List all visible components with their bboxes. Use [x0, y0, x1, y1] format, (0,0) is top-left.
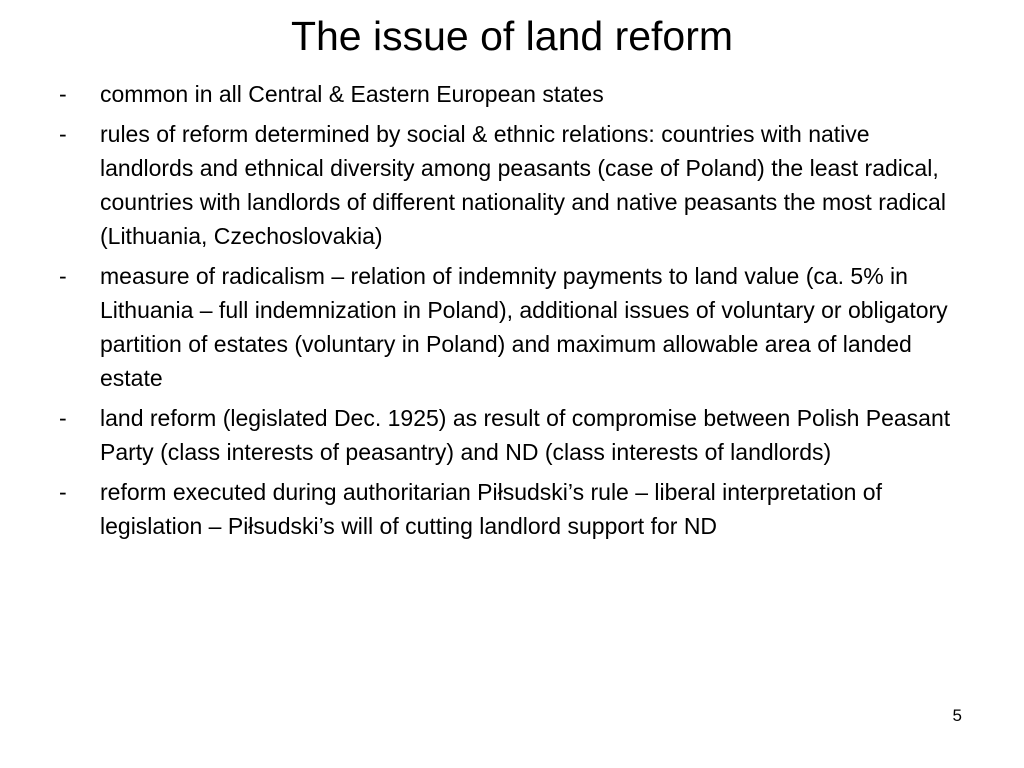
- slide-title: The issue of land reform: [290, 13, 734, 59]
- bullet-text: land reform (legislated Dec. 1925) as result of compromise between Polish Peasant Party (class interests of peasantry) and ND (class interests of landlords): [100, 405, 951, 465]
- bullet-marker: -: [59, 405, 67, 431]
- bullet-marker: -: [59, 263, 67, 289]
- bullet-item: [59, 475, 969, 543]
- bullet-list: [59, 77, 969, 549]
- bullet-item: [59, 259, 969, 395]
- bullet-item: [59, 117, 969, 253]
- bullet-item: [59, 77, 969, 111]
- bullet-text: reform executed during authoritarian Piłsudski’s rule – liberal interpretation of legislation – Piłsudski’s will of cutting landlord support for ND: [100, 479, 882, 539]
- bullet-item: [59, 401, 969, 469]
- bullet-text: common in all Central & Eastern European states: [100, 81, 604, 107]
- bullet-marker: -: [59, 479, 67, 505]
- bullet-marker: -: [59, 121, 67, 147]
- bullet-text: measure of radicalism – relation of indemnity payments to land value (ca. 5% in Lithuania – full indemnization in Poland), additional issues of voluntary or obligatory partition of estates (voluntary in Poland) and maximum allowable area of landed estate: [100, 263, 948, 391]
- bullet-marker: -: [59, 81, 67, 107]
- bullet-text: rules of reform determined by social & ethnic relations: countries with native landlords and ethnical diversity among peasants (case of Poland) the least radical, countries with landlords of different nationality and native peasants the most radical (Lithuania, Czechoslovakia): [100, 121, 946, 249]
- page-number: 5: [952, 706, 962, 725]
